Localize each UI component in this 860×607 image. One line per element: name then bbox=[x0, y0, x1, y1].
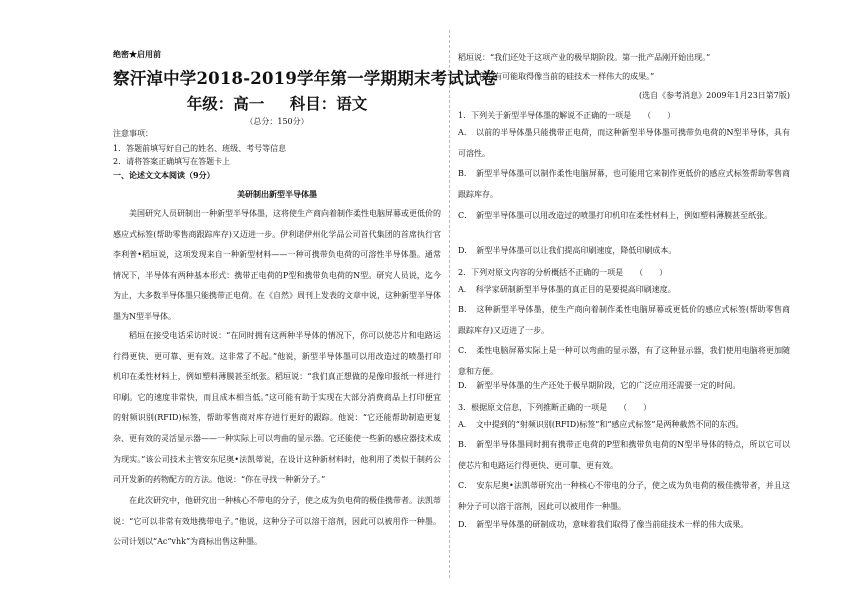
question-2-option-a: A． 科学家研制新型半导体墨的真正目的是要提高印刷速度。 bbox=[458, 285, 676, 294]
column-divider bbox=[449, 30, 450, 578]
notes-item-2: 2．请将答案正确填写在答题卡上 bbox=[113, 157, 231, 166]
grade-subject-line bbox=[113, 92, 441, 114]
question-3-option-a: A． 文中提到的“射频识别(RFID)标签”和“感应式标签”是两种截然不同的东西。 bbox=[458, 420, 744, 429]
question-1: 1．下列关于新型半导体墨的解说不正确的一项是 （ ） bbox=[458, 111, 676, 120]
subject-label: 科目：语文 bbox=[289, 94, 368, 113]
article-paragraph-3: 在此次研究中，他研究出一种核心不带电的分子，使之成为负电荷的极佳携带者。法凯蒂说：“它可以非常有效地携带电子。”他说，这种分子可以溶于溶剂，因此可以被用作一种墨。公司计划以“Ac“vhk”为商标出售这种墨。 bbox=[113, 496, 441, 547]
question-3-option-c: C． 安东尼奥•法凯蒂研究出一种核心不带电的分子，使之成为负电荷的极佳携带者，并且这种分子可以溶于溶剂，因此可以被用作一种墨。 bbox=[458, 481, 790, 511]
notes-heading: 注意事项： bbox=[113, 129, 153, 138]
section-heading: 一、论述文文本阅读（9分） bbox=[113, 170, 215, 180]
grade-label: 年级：高一 bbox=[186, 94, 265, 113]
exam-title: 察汗淖中学2018-2019学年第一学期期末考试试卷 bbox=[113, 69, 498, 88]
question-3-option-b: B． 新型半导体墨同时拥有携带正电荷的P型和携带负电荷的N型半导体的特点，所以它可以使芯片和电路运行得更快、更可靠、更有效。 bbox=[458, 440, 790, 470]
question-1-option-d: D． 新型半导体墨可以让我们提高印刷速度，降低印刷成本。 bbox=[458, 246, 677, 255]
article-source: (选自《参考消息》2009年1月23日第7版) bbox=[639, 91, 790, 100]
question-1-option-c: C． 新型半导体墨可以用改造过的喷墨打印机印在柔性材料上，例如塑料薄膜甚至纸张。 bbox=[458, 211, 773, 220]
question-2: 2．下列对原文内容的分析概括不正确的一项是 （ ） bbox=[458, 268, 668, 277]
total-score: （总分：150分） bbox=[245, 117, 309, 126]
question-2-option-b: B． 这种新型半导体墨，使生产商向着制作柔性电脑屏幕或更低价的感应式标签(帮助零售商跟踪库存)又迈进了一步。 bbox=[458, 305, 790, 335]
notes-item-1: 1．答题前填写好自己的姓名、班级、考号等信息 bbox=[113, 144, 287, 153]
question-3-option-d: D． 新型半导体墨的研制成功，意味着我们取得了像当前硅技术一样的伟大成果。 bbox=[458, 520, 749, 529]
article-continuation-2: “我们有可能取得像当前的硅技术一样伟大的成果。” bbox=[474, 72, 655, 81]
article-title: 美研制出新型半导体墨 bbox=[237, 189, 317, 199]
question-2-option-c: C． 柔性电脑屏幕实际上是一种可以弯曲的显示器，有了这种显示器，我们使用电脑将更加随意和方便。 bbox=[458, 346, 790, 376]
article-continuation-1: 稻垣说：“我们还处于这项产业的极早期阶段。第一批产品刚开始出现。” bbox=[458, 53, 711, 62]
article-paragraph-2: 稻垣在接受电话采访时说：“在同时拥有这两种半导体的情况下，你可以使芯片和电路运行得更快、更可靠、更有效。这非常了不起。”他说，新型半导体墨可以用改造过的喷墨打印机印在柔性材料上，例如塑料薄膜甚至纸张。稻垣说：“我们真正想做的是像印报纸一样进行印刷。它的速度非常快，而且成本相当低。”这可能有助于实现在大部分消费商品上打印便宜的射频识别(RFID)标签，帮助零售商对库存进行更好的跟踪。他说：“它还能帮助制造更复杂、更有效的灵活显示器——一种实际上可以弯曲的显示器。它还能使一些新的感应器技术成为现实。”该公司技术主管安东尼奥•法凯蒂说，在设计这种新材料时，他利用了类似于制药公司开发新的药物配方的方法。他说：“你在寻找一种新分子。” bbox=[113, 331, 441, 485]
question-3: 3．根据原文信息，下列推断正确的一项是 （ ） bbox=[458, 403, 652, 412]
confidential-seal: 绝密★启用前 bbox=[113, 49, 161, 59]
question-1-option-b: B． 新型半导体墨可以制作柔性电脑屏幕，也可能用它来制作更低价的感应式标签帮助零售商跟踪库存。 bbox=[458, 169, 790, 199]
question-1-option-a: A． 以前的半导体墨只能携带正电荷，而这种新型半导体墨可携带负电荷的N型半导体，具有可溶性。 bbox=[458, 128, 790, 158]
question-2-option-d: D． 新型半导体墨的生产还处于极早期阶段，它的广泛应用还需要一定的时间。 bbox=[458, 381, 741, 390]
article-paragraph-1: 美国研究人员研制出一种新型半导体墨，这将使生产商向着制作柔性电脑屏幕或更低价的感应式标签(帮助零售商跟踪库存)又迈进一步。伊利诺伊州化学品公司首代集团的首席执行官李利普•稻垣说，这项发现来自一种新型材料——一种可携带负电荷的可溶性半导体墨。通常情况下，半导体有两种基本形式：携带正电荷的P型和携带负电荷的N型。研究人员说，迄今为止，大多数半导体墨只能携带正电荷。在《自然》周刊上发表的文章中说，这种新型半导体墨为N型半导体。 bbox=[113, 209, 441, 321]
